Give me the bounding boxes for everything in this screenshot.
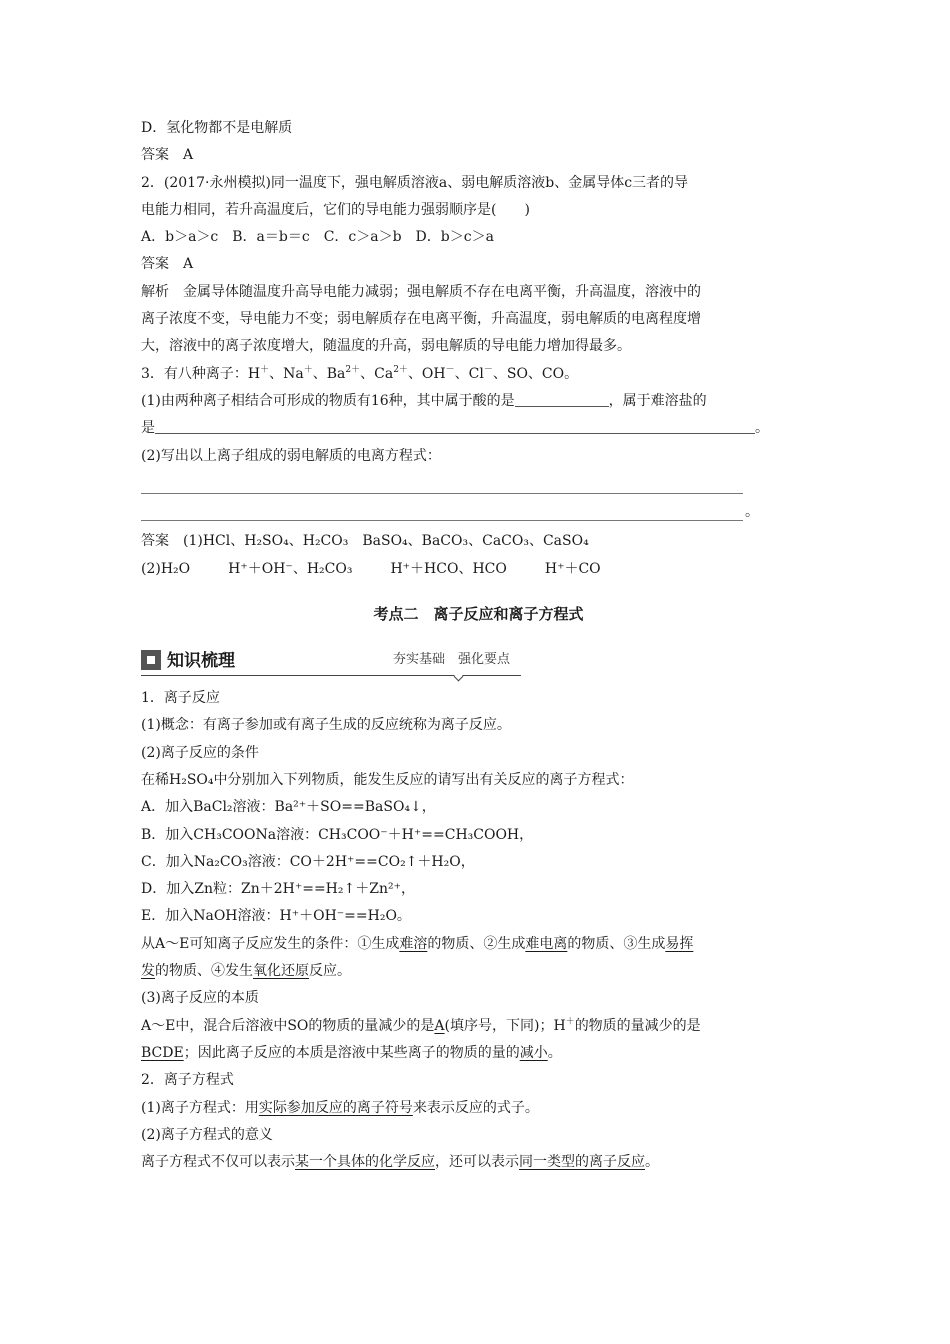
knowledge-subtitle: 夯实基础 强化要点 (393, 652, 511, 668)
item-d: D．加入Zn粒：Zn＋2H⁺==H₂↑＋Zn²⁺， (141, 881, 415, 898)
knowledge-title: 知识梳理 (167, 651, 235, 672)
essence-line1: A～E中，混合后溶液中SO的物质的量减少的是A(填序号，下同)；H＋的物质的量减少的是 (141, 1016, 701, 1034)
heading-essence: (3)离子反应的本质 (141, 990, 259, 1007)
q3-answer-line2: (2)H₂O H⁺＋OH⁻、H₂CO₃ H⁺＋HCO、HCO H⁺＋CO (141, 560, 601, 577)
essence-line2: BCDE；因此离子反应的本质是溶液中某些离子的物质的量的减小。 (141, 1044, 562, 1061)
conditions-intro: 在稀H₂SO₄中分别加入下列物质，能发生反应的请写出有关反应的离子方程式： (141, 771, 634, 788)
conditions-summary-line2: 发的物质、④发生氧化还原反应。 (141, 963, 351, 980)
q3-part2-blank-line2: 。 (141, 500, 816, 527)
heading-conditions: (2)离子反应的条件 (141, 744, 259, 761)
knowledge-header (141, 640, 816, 688)
q3-part1-line1: (1)由两种离子相结合可形成的物质有16种，其中属于酸的是 ，属于难溶盐的 (141, 392, 707, 409)
item-b: B．加入CH₃COONa溶液：CH₃COO⁻＋H⁺==CH₃COOH， (141, 826, 534, 843)
q3-part2: (2)写出以上离子组成的弱电解质的电离方程式： (141, 447, 441, 464)
q2-analysis-line1: 解析 金属导体随温度升高导电能力减弱；强电解质不存在电离平衡，升高温度，溶液中的 (141, 283, 701, 300)
item-e: E．加入NaOH溶液：H⁺＋OH⁻==H₂O。 (141, 908, 411, 925)
header-rule (141, 675, 521, 676)
q2-stem-line1: 2．(2017·永州模拟)同一温度下，强电解质溶液a、弱电解质溶液b、金属导体c三者的导 (141, 174, 689, 191)
q3-equation-blank-1[interactable] (141, 473, 743, 494)
q2-analysis-line3: 大，溶液中的离子浓度增大，随温度的升高，弱电解质的导电能力增加得最多。 (141, 338, 631, 355)
q3-stem: 3．有八种离子：H＋、Na＋、$Ba^{2+}$、$Ca^{2+}$、OH－、Cl－、SO、CO。 (141, 364, 579, 382)
q3-equation-blank-2[interactable] (141, 500, 743, 521)
header-notch-icon (454, 672, 464, 682)
heading-ionic-equation: 2．离子方程式 (141, 1072, 234, 1089)
q2-analysis-line2: 离子浓度不变，导电能力不变；弱电解质存在电离平衡，升高温度，弱电解质的电离程度增 (141, 311, 701, 328)
document-page (141, 118, 816, 1179)
q3-answer-line1: 答案 (1)HCl、H₂SO₄、H₂CO₃ BaSO₄、BaCO₃、CaCO₃、CaSO₄ (141, 533, 589, 550)
heading-ionic-reaction: 1．离子反应 (141, 690, 220, 707)
item-c: C．加入Na₂CO₃溶液：CO＋2H⁺==CO₂↑＋H₂O， (141, 853, 475, 870)
heading-meaning: (2)离子方程式的意义 (141, 1126, 273, 1143)
section-square-icon (141, 650, 161, 670)
q1-answer: 答案 A (141, 147, 194, 164)
section-title: 考点二 离子反应和离子方程式 (373, 605, 584, 624)
conditions-summary-line1: 从A～E可知离子反应发生的条件：①生成难溶的物质、②生成难电离的物质、③生成易挥 (141, 935, 694, 952)
q3-part2-blank-line1 (141, 473, 816, 500)
equation-definition: (1)离子方程式：用实际参加反应的离子符号来表示反应的式子。 (141, 1099, 539, 1116)
q1-option-d: D．氢化物都不是电解质 (141, 120, 293, 136)
q3-salt-blank[interactable] (155, 419, 755, 434)
q3-part1-line2: 是 。 (141, 420, 769, 437)
q2-options: A．b＞a＞c B．a＝b＝c C．c＞a＞b D．b＞c＞a (141, 229, 494, 246)
concept-text: (1)概念：有离子参加或有离子生成的反应统称为离子反应。 (141, 717, 511, 734)
item-a: A．加入BaCl₂溶液：Ba²⁺＋SO==BaSO₄↓， (141, 799, 436, 816)
q2-answer: 答案 A (141, 256, 194, 273)
q2-stem-line2: 电能力相同，若升高温度后，它们的导电能力强弱顺序是( ) (141, 201, 530, 218)
q3-acid-blank[interactable] (515, 392, 609, 407)
meaning-text: 离子方程式不仅可以表示某一个具体的化学反应，还可以表示同一类型的离子反应。 (141, 1154, 659, 1171)
